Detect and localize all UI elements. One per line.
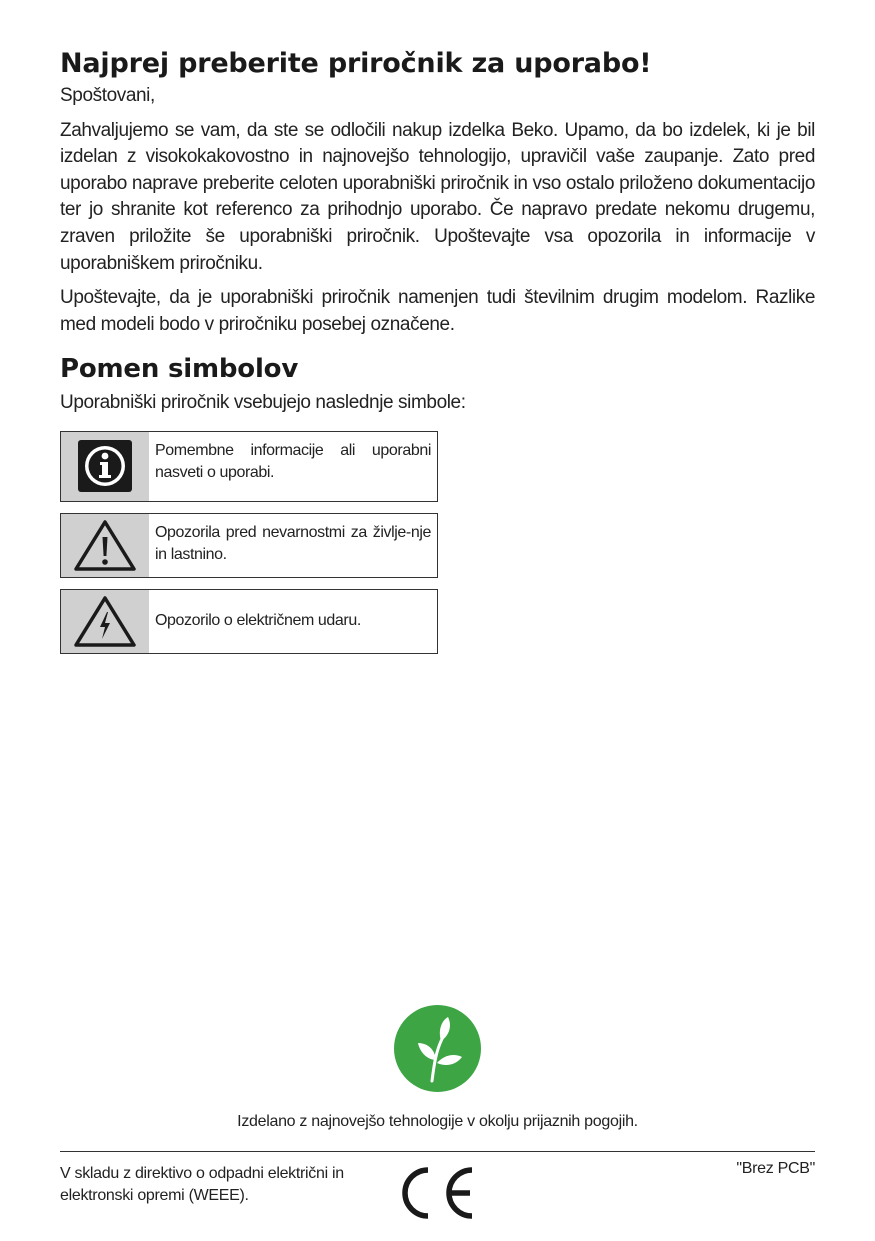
symbol-text-electric: Opozorilo o električnem udaru. (155, 612, 361, 630)
green-leaf-icon (394, 1005, 481, 1092)
symbols-intro: Uporabniški priročnik vsebujejo naslednje simbole: (60, 392, 466, 414)
models-paragraph: Upoštevajte, da je uporabniški priročnik namenjen tudi številnim drugim modelom. Razlike med modeli bodo v priročniku posebej označene. (60, 287, 815, 335)
manual-page (60, 48, 815, 665)
symbol-text-info: Pomembne informacije ali uporabni nasveti o uporabi. (155, 441, 431, 482)
warning-icon (61, 514, 149, 577)
weee-text: V skladu z direktivo o odpadni električni in elektronski opremi (WEEE). (60, 1165, 344, 1205)
salutation: Spoštovani, (60, 85, 155, 106)
symbol-list (60, 431, 438, 654)
footer-divider (60, 1151, 815, 1152)
symbols-heading: Pomen simbolov (60, 354, 299, 385)
ce-mark-icon (398, 1166, 478, 1220)
intro-paragraph: Zahvaljujemo se vam, da ste se odločili nakup izdelka Beko. Upamo, da bo izdelek, ki je bil izdelan z visokokakovostno in najnovejšo tehnologijo, upravičil vaše zaupanje. Zato pred uporabo naprave preberite celoten uporabniški priročnik in vso ostalo priloženo dokumentacijo ter jo shranite kot referenco za prihodnjo uporabo. Če napravo predate nekomu drugemu, zraven priložite še uporabniški priročnik. Upoštevajte vsa opozorila in informacije v uporabniškem priročniku. (60, 119, 815, 274)
electric-shock-icon (61, 590, 149, 653)
eco-caption: Izdelano z najnovejšo tehnologije v okolju prijaznih pogojih. (237, 1113, 638, 1130)
symbol-row-electric (60, 589, 438, 654)
symbol-row-info (60, 431, 438, 502)
info-icon (61, 432, 149, 501)
pcb-free-label: "Brez PCB" (736, 1160, 815, 1177)
symbol-row-warning (60, 513, 438, 578)
symbol-text-warning: Opozorila pred nevarnostmi za življe-nje in lastnino. (155, 523, 431, 564)
page-title: Najprej preberite priročnik za uporabo! (60, 48, 652, 79)
